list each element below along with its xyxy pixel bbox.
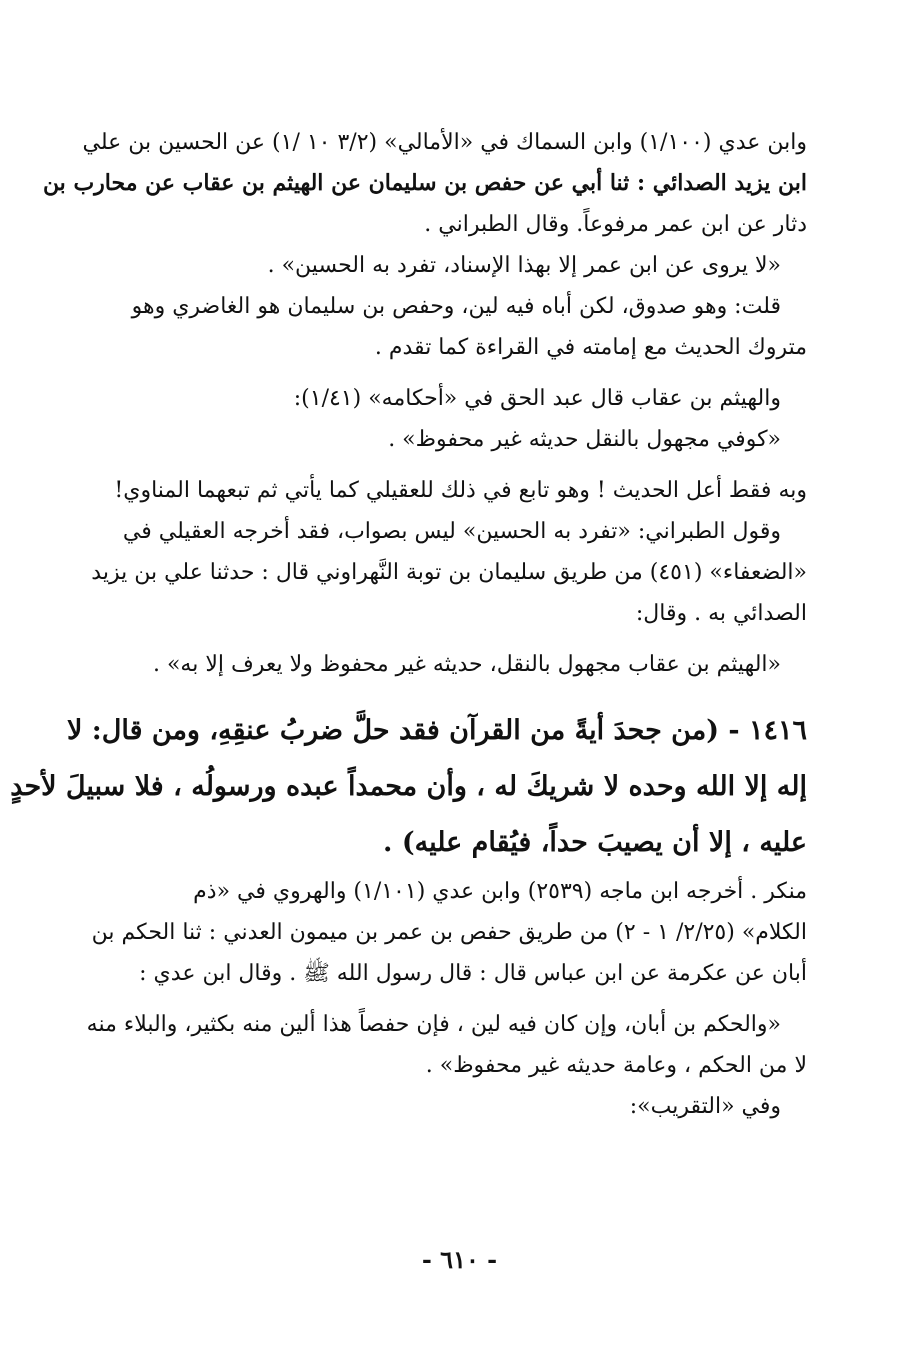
text-line: متروك الحديث مع إمامته في القراءة كما تقدم . (374, 335, 807, 360)
text-line: الصدائي به . وقال: (635, 601, 807, 626)
page-number: - ٦١٠ - (421, 1245, 498, 1274)
text-line: الكلام» (٢/٢٥/ ١ - ٢) من طريق حفص بن عمر بن ميمون العدني : ثنا الحكم بن (91, 920, 807, 945)
hadith-heading: إله إلا الله وحده لا شريكَ له ، وأن محمداً عبده ورسولُه ، فلا سبيلَ لأحدٍ (10, 771, 807, 802)
text-line: ابن يزيد الصدائي : ثنا أبي عن حفص بن سليمان عن الهيثم بن عقاب عن محارب بن (42, 170, 807, 196)
text-line: والهيثم بن عقاب قال عبد الحق في «أحكامه» (١/٤١): (293, 386, 781, 411)
text-line: «الضعفاء» (٤٥١) من طريق سليمان بن توبة النَّهراوني قال : حدثنا علي بن يزيد (91, 560, 807, 585)
text-line: قلت: وهو صدوق، لكن أباه فيه لين، وحفص بن سليمان هو الغاضري وهو (131, 294, 781, 319)
text-line: منكر . أخرجه ابن ماجه (٢٥٣٩) وابن عدي (١/١٠١) والهروي في «ذم (193, 879, 807, 904)
text-line: وقول الطبراني: «تفرد به الحسين» ليس بصواب، فقد أخرجه العقيلي في (122, 519, 781, 544)
hadith-heading: عليه ، إلا أن يصيبَ حداً، فيُقام عليه) . (383, 827, 807, 858)
quote-line: «كوفي مجهول بالنقل حديثه غير محفوظ» . (388, 427, 781, 452)
text-line: وابن عدي (١/١٠٠) وابن السماك في «الأمالي» (٣/٢ ١٠ /١) عن الحسين بن علي (82, 130, 807, 155)
text-line: دثار عن ابن عمر مرفوعاً. وقال الطبراني . (424, 212, 807, 237)
hadith-heading: ١٤١٦ - (من جحدَ أيةً من القرآن فقد حلَّ ضربُ عنقِهِ، ومن قال: لا (66, 715, 807, 746)
text-line: وفي «التقريب»: (629, 1094, 781, 1119)
text-line: أبان عن عكرمة عن ابن عباس قال : قال رسول الله ﷺ . وقال ابن عدي : (139, 961, 807, 986)
quote-line: «والحكم بن أبان، وإن كان فيه لين ، فإن حفصاً هذا ألين منه بكثير، والبلاء منه (86, 1012, 781, 1037)
quote-line: لا من الحكم ، وعامة حديثه غير محفوظ» . (425, 1053, 807, 1078)
quote-line: «لا يروى عن ابن عمر إلا بهذا الإسناد، تفرد به الحسين» . (267, 253, 781, 278)
page-body (10, 122, 807, 1127)
text-line: وبه فقط أعل الحديث ! وهو تابع في ذلك للعقيلي كما يأتي ثم تبعهما المناوي! (114, 478, 807, 503)
quote-line: «الهيثم بن عقاب مجهول بالنقل، حديثه غير محفوظ ولا يعرف إلا به» . (152, 652, 781, 677)
